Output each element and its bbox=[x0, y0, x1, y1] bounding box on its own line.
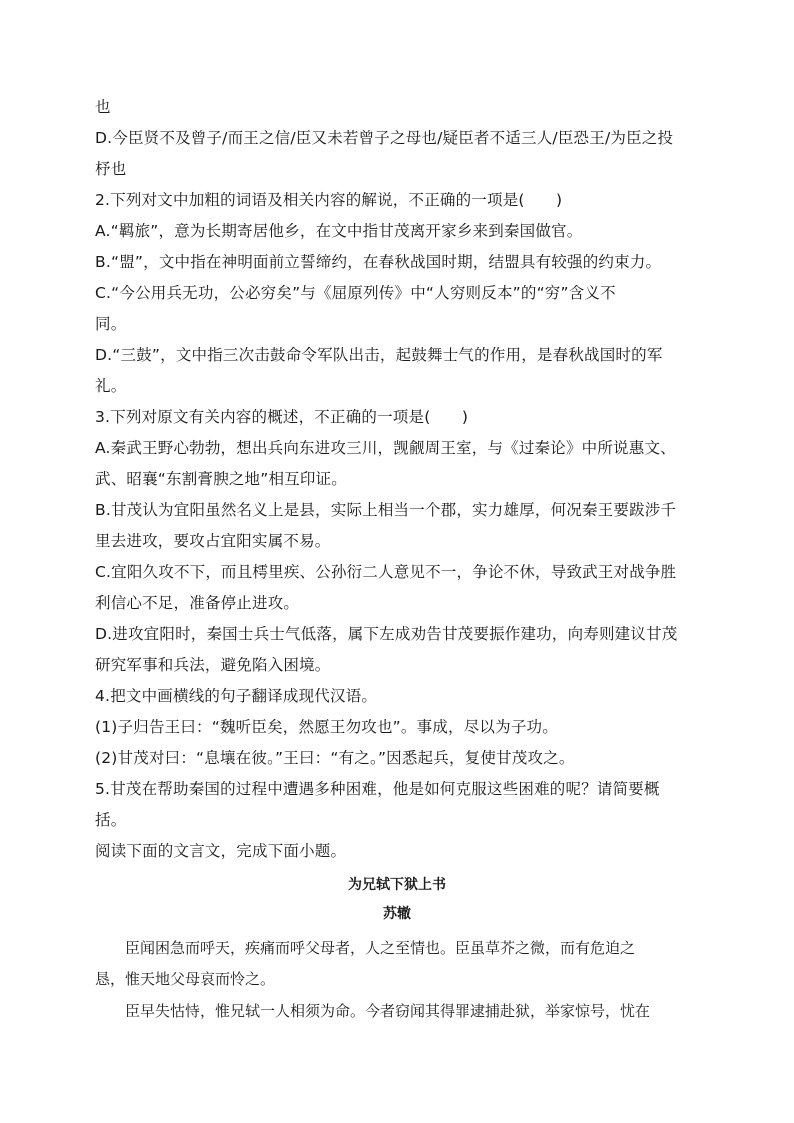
text-line: 也 bbox=[95, 98, 111, 116]
text-line: 武、昭襄“东割膏腴之地”相互印证。 bbox=[95, 470, 347, 488]
text-line: 杼也 bbox=[95, 160, 127, 178]
option-a: A.秦武王野心勃勃，想出兵向东进攻三川，觊觎周王室，与《过秦论》中所说惠文、 bbox=[95, 439, 676, 457]
option-c: C.宜阳久攻不下，而且樗里疾、公孙衍二人意见不一，争论不休，导致武王对战争胜 bbox=[95, 563, 677, 581]
option-c: C.“今公用兵无功，公必穷矣”与《屈原列传》中“人穷则反本”的“穷”含义不 bbox=[95, 284, 616, 302]
option-b: B.甘茂认为宜阳虽然名义上是县，实际上相当一个郡，实力雄厚，何况秦王要跋涉千 bbox=[95, 501, 677, 519]
text-line: 研究军事和兵法，避免陷入困境。 bbox=[95, 656, 331, 674]
text-line: 同。 bbox=[95, 315, 127, 333]
question-5: 5.甘茂在帮助秦国的过程中遭遇多种困难，他是如何克服这些困难的呢？请简要概 bbox=[95, 780, 660, 798]
text-line: 里去进攻，要攻占宜阳实属不易。 bbox=[95, 532, 331, 550]
sentence-1: (1)子归告王曰：“魏听臣矣，然愿王勿攻也”。事成，尽以为子功。 bbox=[95, 718, 558, 736]
passage-author: 苏辙 bbox=[383, 906, 411, 922]
passage-line: 臣闻困急而呼天，疾痛而呼父母者，人之至情也。臣虽草芥之微，而有危迫之 bbox=[95, 939, 636, 957]
passage-line: 臣早失怙恃，惟兄轼一人相须为命。今者窃闻其得罪逮捕赴狱，举家惊号，忧在 bbox=[95, 1002, 651, 1020]
text-line: 礼。 bbox=[95, 377, 127, 395]
text-line: 利信心不足，准备停止进攻。 bbox=[95, 594, 300, 612]
option-d: D.“三鼓”，文中指三次击鼓命令军队出击，起鼓舞士气的作用，是春秋战国时的军 bbox=[95, 346, 663, 364]
sentence-2: (2)甘茂对曰：“息壤在彼。”王曰：“有之。”因悉起兵，复使甘茂攻之。 bbox=[95, 749, 575, 767]
question-2: 2.下列对文中加粗的词语及相关内容的解说，不正确的一项是( ) bbox=[95, 191, 563, 209]
question-4: 4.把文中画横线的句子翻译成现代汉语。 bbox=[95, 687, 378, 705]
text-line: D.今臣贤不及曾子/而王之信/臣又未若曾子之母也/疑臣者不适三人/臣恐王/为臣之投 bbox=[95, 129, 674, 147]
instruction: 阅读下面的文言文，完成下面小题。 bbox=[95, 842, 347, 860]
passage-line: 恳，惟天地父母哀而怜之。 bbox=[95, 970, 276, 988]
option-b: B.“盟”，文中指在神明面前立誓缔约，在春秋战国时期，结盟具有较强的约束力。 bbox=[95, 253, 662, 271]
option-d: D.进攻宜阳时，秦国士兵士气低落，属下左成劝告甘茂要振作建功，向寿则建议甘茂 bbox=[95, 625, 678, 643]
passage-title: 为兄轼下狱上书 bbox=[348, 877, 446, 893]
text-line: 括。 bbox=[95, 811, 127, 829]
question-3: 3.下列对原文有关内容的概述，不正确的一项是( ) bbox=[95, 408, 469, 426]
option-a: A.“羁旅”，意为长期寄居他乡，在文中指甘茂离开家乡来到秦国做官。 bbox=[95, 222, 583, 240]
